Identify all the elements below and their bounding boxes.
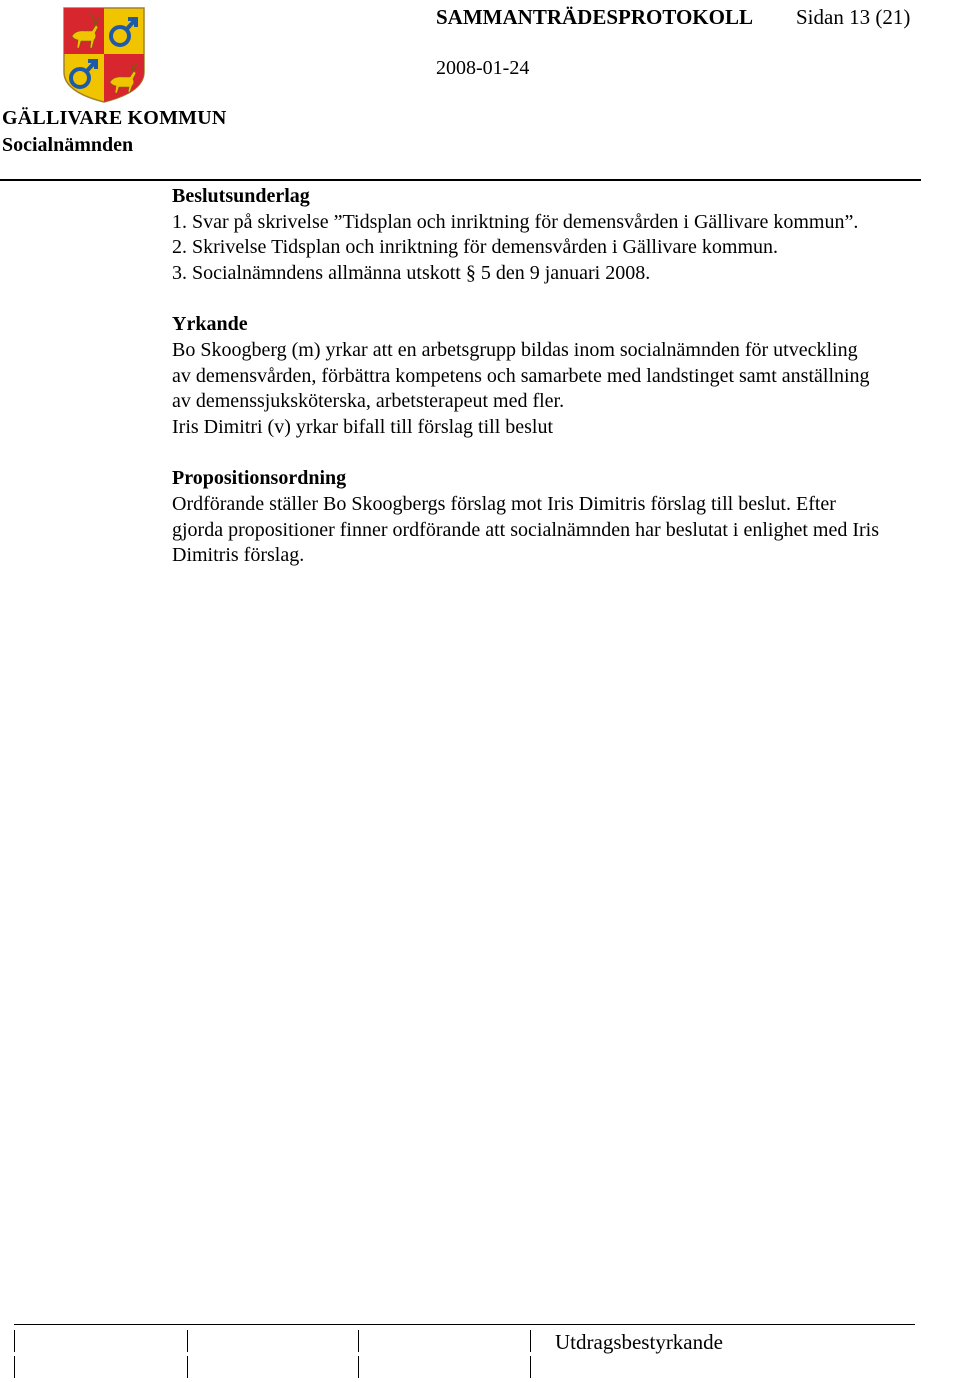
organization-name: GÄLLIVARE KOMMUN <box>2 107 227 129</box>
footer-label: Utdragsbestyrkande <box>555 1330 723 1354</box>
signature-box-divider <box>187 1356 188 1378</box>
signature-box-divider <box>14 1356 15 1378</box>
header-divider <box>0 179 921 181</box>
signature-box-divider <box>14 1330 15 1352</box>
document-date: 2008-01-24 <box>436 57 530 79</box>
page-number: Sidan 13 (21) <box>796 5 911 29</box>
body-line: Ordförande ställer Bo Skoogbergs förslag mot Iris Dimitris förslag till beslut. Efter <box>172 492 836 515</box>
section-heading-yrkande: Yrkande <box>172 313 248 336</box>
footer-divider <box>14 1324 915 1325</box>
body-line: Iris Dimitri (v) yrkar bifall till förslag till beslut <box>172 415 554 438</box>
signature-box-divider <box>530 1356 531 1378</box>
body-line: gjorda propositioner finner ordförande att socialnämnden har beslutat i enlighet med Iris <box>172 518 880 541</box>
document-body <box>172 184 960 569</box>
body-line: av demensvården, förbättra kompetens och samarbete med landstinget samt anställning <box>172 364 870 387</box>
list-item: 3. Socialnämndens allmänna utskott § 5 den 9 januari 2008. <box>172 261 651 284</box>
document-title: SAMMANTRÄDESPROTOKOLL <box>436 5 753 29</box>
signature-box-divider <box>530 1330 531 1352</box>
section-heading-beslutsunderlag: Beslutsunderlag <box>172 185 310 207</box>
signature-box-divider <box>187 1330 188 1352</box>
list-item: 2. Skrivelse Tidsplan och inriktning för demensvården i Gällivare kommun. <box>172 236 779 259</box>
department-name: Socialnämnden <box>2 134 134 156</box>
signature-box-divider <box>358 1356 359 1378</box>
section-heading-propositionsordning: Propositionsordning <box>172 467 347 490</box>
body-line: Bo Skoogberg (m) yrkar att en arbetsgrupp bildas inom socialnämnden för utveckling <box>172 338 858 361</box>
list-item: 1. Svar på skrivelse ”Tidsplan och inriktning för demensvården i Gällivare kommun”. <box>172 210 859 233</box>
signature-box-divider <box>358 1330 359 1352</box>
body-line: av demenssjuksköterska, arbetsterapeut med fler. <box>172 390 565 413</box>
gallivare-coat-of-arms-icon <box>62 6 146 104</box>
body-line: Dimitris förslag. <box>172 544 305 567</box>
